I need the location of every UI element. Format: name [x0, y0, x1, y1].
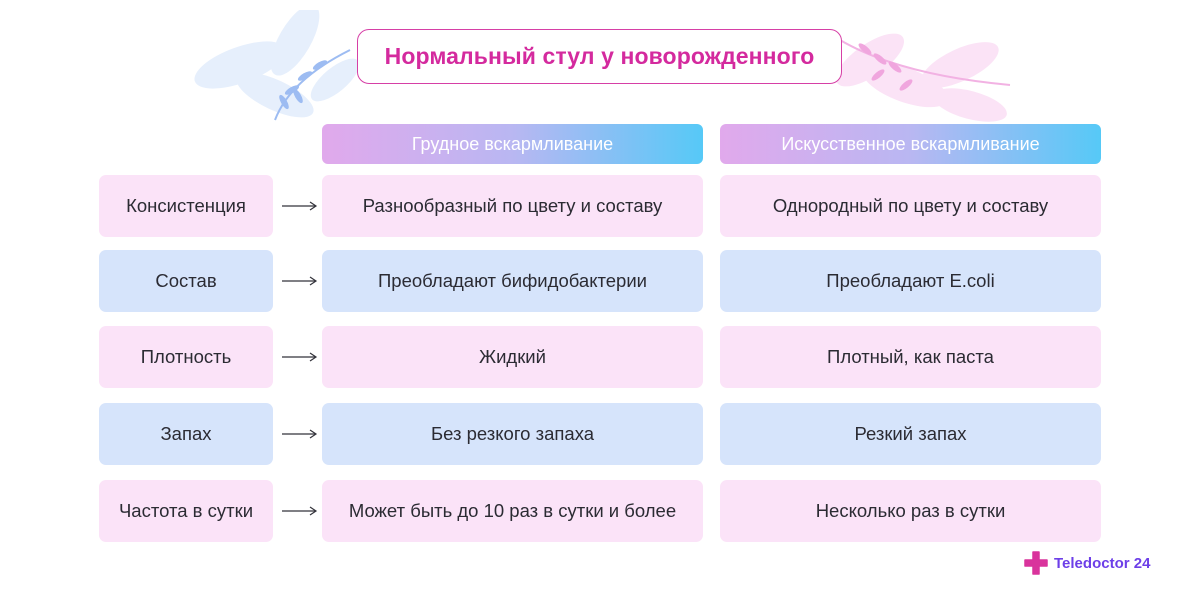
row-label-frequency: Частота в сутки	[99, 480, 273, 542]
row-label-density: Плотность	[99, 326, 273, 388]
cell-formula-smell: Резкий запах	[720, 403, 1101, 465]
page-title: Нормальный стул у новорожденного	[384, 43, 815, 69]
row-label-composition: Состав	[99, 250, 273, 312]
cell-formula-frequency: Несколько раз в сутки	[720, 480, 1101, 542]
cell-formula-composition: Преобладают E.coli	[720, 250, 1101, 312]
row-label-consistency: Консистенция	[99, 175, 273, 237]
column-header-formula-feeding: Искусственное вскармливание	[720, 124, 1101, 164]
arrow-right-icon	[282, 506, 318, 516]
title-box	[357, 29, 842, 84]
plus-cross-icon	[1024, 551, 1048, 575]
cell-breast-smell: Без резкого запаха	[322, 403, 703, 465]
brand-name: Teledoctor 24	[1054, 554, 1151, 572]
cell-breast-composition: Преобладают бифидобактерии	[322, 250, 703, 312]
arrow-right-icon	[282, 352, 318, 362]
column-header-breastfeeding: Грудное вскармливание	[322, 124, 703, 164]
arrow-right-icon	[282, 429, 318, 439]
cell-breast-consistency: Разнообразный по цвету и составу	[322, 175, 703, 237]
cell-formula-consistency: Однородный по цвету и составу	[720, 175, 1101, 237]
cell-formula-density: Плотный, как паста	[720, 326, 1101, 388]
arrow-right-icon	[282, 201, 318, 211]
decorative-leaves-left	[180, 10, 370, 130]
arrow-right-icon	[282, 276, 318, 286]
row-label-smell: Запах	[99, 403, 273, 465]
brand-logo	[1024, 551, 1150, 575]
cell-breast-frequency: Может быть до 10 раз в сутки и более	[322, 480, 703, 542]
cell-breast-density: Жидкий	[322, 326, 703, 388]
